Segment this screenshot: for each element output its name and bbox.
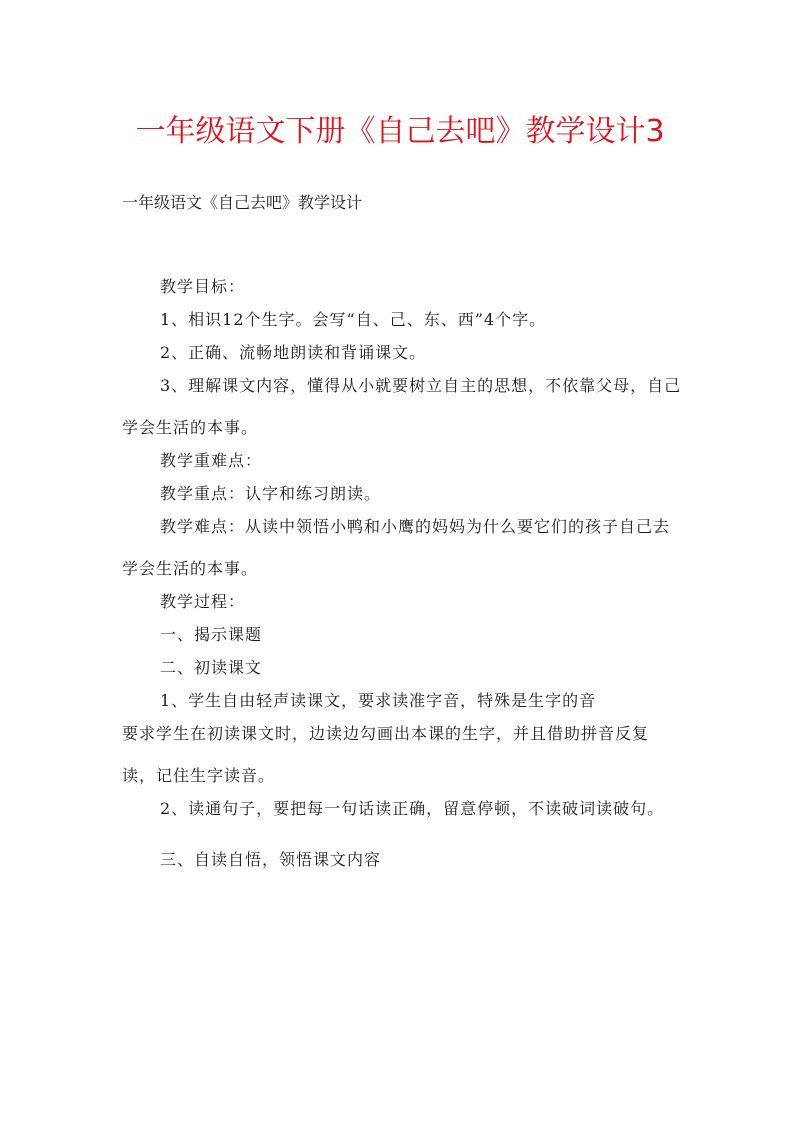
paragraph-goal-3: 3、理解课文内容，懂得从小就要树立自主的思想，不依靠父母，自己学会生活的本事。 xyxy=(122,376,682,437)
paragraph-teaching-goals-heading: 教学目标： xyxy=(160,277,246,296)
document-body xyxy=(122,275,682,881)
paragraph-goal-2: 2、正确、流畅地朗读和背诵课文。 xyxy=(160,343,427,362)
paragraph-key-points: 教学重点：认字和练习朗读。 xyxy=(160,484,382,503)
paragraph-process-heading: 教学过程： xyxy=(160,592,246,611)
document-title: 一年级语文下册《自己去吧》教学设计3 xyxy=(135,114,665,149)
paragraph-section-3: 三、自读自悟，领悟课文内容 xyxy=(160,850,382,869)
document-subtitle: 一年级语文《自己去吧》教学设计 xyxy=(122,193,363,212)
paragraph-key-difficult-heading: 教学重难点： xyxy=(160,451,263,470)
paragraph-section-1: 一、揭示课题 xyxy=(160,625,263,644)
paragraph-difficult-points: 教学难点：从读中领悟小鸭和小鹰的妈妈为什么要它们的孩子自己去学会生活的本事。 xyxy=(122,517,671,578)
paragraph-step-1-detail: 要求学生在初读课文时，边读边勾画出本课的生字，并且借助拼音反复读，记住生字读音。 xyxy=(122,724,650,785)
paragraph-step-2: 2、读通句子，要把每一句话读正确，留意停顿，不读破词读破句。 xyxy=(160,799,665,818)
paragraph-step-1: 1、学生自由轻声读课文，要求读准字音，特殊是生字的音 xyxy=(160,691,597,710)
paragraph-goal-1: 1、相识12个生字。会写“自、己、东、西”4个字。 xyxy=(160,310,547,329)
paragraph-section-2: 二、初读课文 xyxy=(160,658,263,677)
